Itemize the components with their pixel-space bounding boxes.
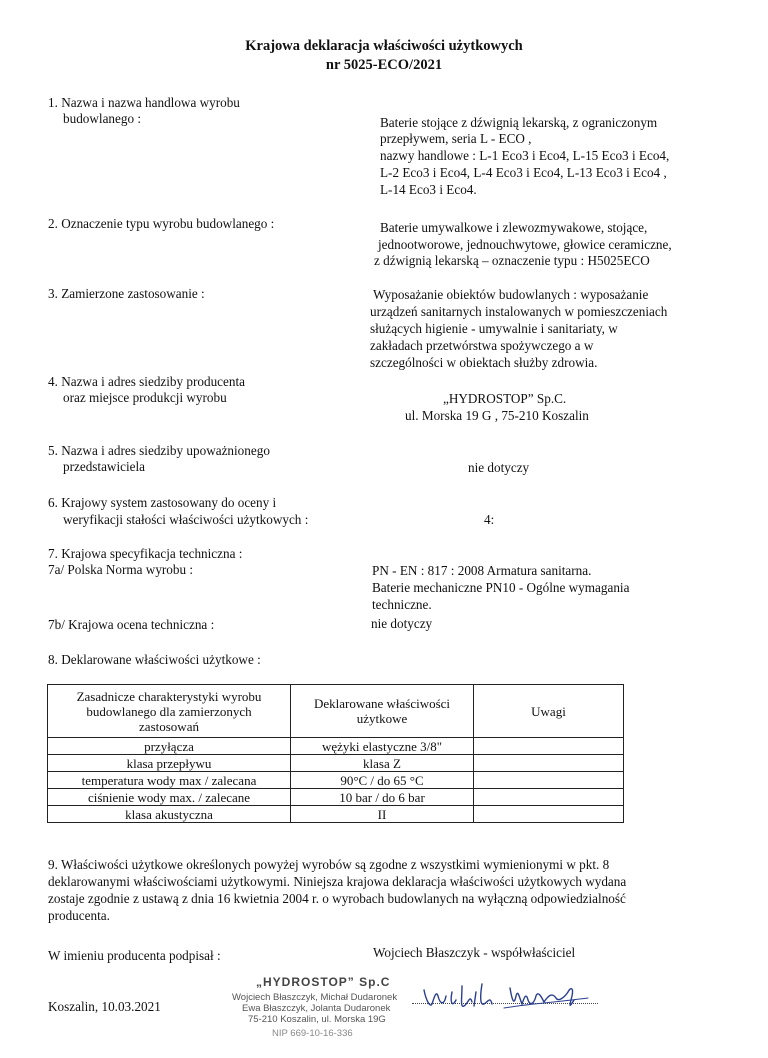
company-stamp-line: Wojciech Błaszczyk, Michał Dudaronek [232,992,398,1003]
handwritten-signature-icon [418,978,598,1018]
company-stamp-line: Ewa Błaszczyk, Jolanta Dudaronek [242,1003,391,1014]
section-1-value-line: L-2 Eco3 i Eco4, L-4 Eco3 i Eco4, L-13 Eco3 i Eco4 , [380,165,667,180]
table-row [48,789,624,806]
table-row [48,772,624,789]
cell-notes [474,738,624,755]
cell-declared: wężyki elastyczne 3/8" [291,738,474,755]
cell-notes [474,789,624,806]
section-3-value-line: zakładach przetwórstwa spożywczego a w [370,338,594,353]
document-title: Krajowa deklaracja właściwości użytkowych [245,38,523,54]
producer-address: ul. Morska 19 G , 75-210 Koszalin [405,408,589,423]
producer-name: „HYDROSTOP” Sp.C. [443,391,567,406]
header-characteristics: Zasadnicze charakterystyki wyrobu budowlanego dla zamierzonych zastosowań [48,685,291,738]
section-6-label: 6. Krajowy system zastosowany do oceny i [48,495,277,510]
table-header-row [48,685,624,738]
section-1-value-line: nazwy handlowe : L-1 Eco3 i Eco4, L-15 Eco3 i Eco4, [380,148,670,163]
company-stamp-line: NIP 669-10-16-336 [272,1028,353,1039]
cell-characteristic: przyłącza [48,738,291,755]
cell-characteristic: klasa przepływu [48,755,291,772]
cell-declared: 90°C / do 65 °C [291,772,474,789]
header-notes: Uwagi [474,685,624,738]
cell-characteristic: temperatura wody max / zalecana [48,772,291,789]
section-9-line: deklarowanymi właściwościami użytkowymi. Niniejsza krajowa deklaracja właściwości użytkowych wydana [48,874,627,889]
section-2-value-line: jednootworowe, jednouchwytowe, głowice ceramiczne, [378,237,672,252]
cell-notes [474,806,624,823]
section-1-label-cont: budowlanego : [63,111,142,126]
company-stamp-line: 75-210 Koszalin, ul. Morska 19G [248,1014,386,1025]
section-7b-label: 7b/ Krajowa ocena techniczna : [48,617,215,632]
signed-by-label: W imieniu producenta podpisał : [48,948,221,963]
section-5-value: nie dotyczy [468,460,530,475]
section-3-value-line: Wyposażanie obiektów budowlanych : wyposażanie [373,287,649,302]
cell-notes [474,772,624,789]
section-9-line: 9. Właściwości użytkowe określonych powyżej wyrobów są zgodne z wszystkimi wymienionymi w pkt. 8 [48,857,610,872]
cell-declared: klasa Z [291,755,474,772]
section-7a-value-line: PN - EN : 817 : 2008 Armatura sanitarna. [372,563,592,578]
declaration-number: nr 5025-ECO/2021 [325,57,443,73]
table-row [48,806,624,823]
section-4-label-cont: oraz miejsce produkcji wyrobu [63,390,227,405]
section-5-label: 5. Nazwa i adres siedziby upoważnionego [48,443,270,458]
properties-table [47,684,624,823]
cell-characteristic: ciśnienie wody max. / zalecane [48,789,291,806]
company-stamp-title: „HYDROSTOP” Sp.C [256,975,391,989]
section-1-value-line: przepływem, seria L - ECO , [380,131,532,146]
section-3-value-line: służących higienie - umywalnie i sanitariaty, w [370,321,618,336]
section-7a-label: 7a/ Polska Norma wyrobu : [48,562,194,577]
section-7a-value-line: Baterie mechaniczne PN10 - Ogólne wymagania [372,580,630,595]
table-row [48,755,624,772]
section-9-line: producenta. [48,908,110,923]
place-and-date: Koszalin, 10.03.2021 [48,999,161,1014]
section-3-label: 3. Zamierzone zastosowanie : [48,286,205,301]
section-1-label: 1. Nazwa i nazwa handlowa wyrobu [48,95,240,110]
cell-declared: 10 bar / do 6 bar [291,789,474,806]
cell-declared: II [291,806,474,823]
section-6-label-cont: weryfikacji stałości właściwości użytkowych : [63,512,309,527]
section-1-value-line: Baterie stojące z dźwignią lekarską, z ograniczonym [380,115,658,130]
header-declared-properties: Deklarowane właściwości użytkowe [291,685,474,738]
section-3-value-line: szczególności w obiektach służby zdrowia. [370,355,598,370]
signer-name: Wojciech Błaszczyk - współwłaściciel [373,945,576,960]
table-row [48,738,624,755]
section-6-value: 4: [484,512,495,527]
section-7-label: 7. Krajowa specyfikacja techniczna : [48,546,243,561]
cell-notes [474,755,624,772]
section-2-label: 2. Oznaczenie typu wyrobu budowlanego : [48,216,275,231]
section-3-value-line: urządzeń sanitarnych instalowanych w pomieszczeniach [370,304,668,319]
section-7b-value: nie dotyczy [371,616,433,631]
cell-characteristic: klasa akustyczna [48,806,291,823]
section-9-line: zostaje zgodnie z ustawą z dnia 16 kwietnia 2004 r. o wyrobach budowlanych na wyłączną odpowiedzialność [48,891,626,906]
section-4-label: 4. Nazwa i adres siedziby producenta [48,374,246,389]
section-2-value-line: z dźwignią lekarską – oznaczenie typu : H5025ECO [374,253,650,268]
section-1-value-line: L-14 Eco3 i Eco4. [380,182,477,197]
section-5-label-cont: przedstawiciela [63,459,146,474]
section-8-label: 8. Deklarowane właściwości użytkowe : [48,652,261,667]
section-2-value-line: Baterie umywalkowe i zlewozmywakowe, stojące, [380,220,648,235]
section-7a-value-line: techniczne. [372,597,432,612]
